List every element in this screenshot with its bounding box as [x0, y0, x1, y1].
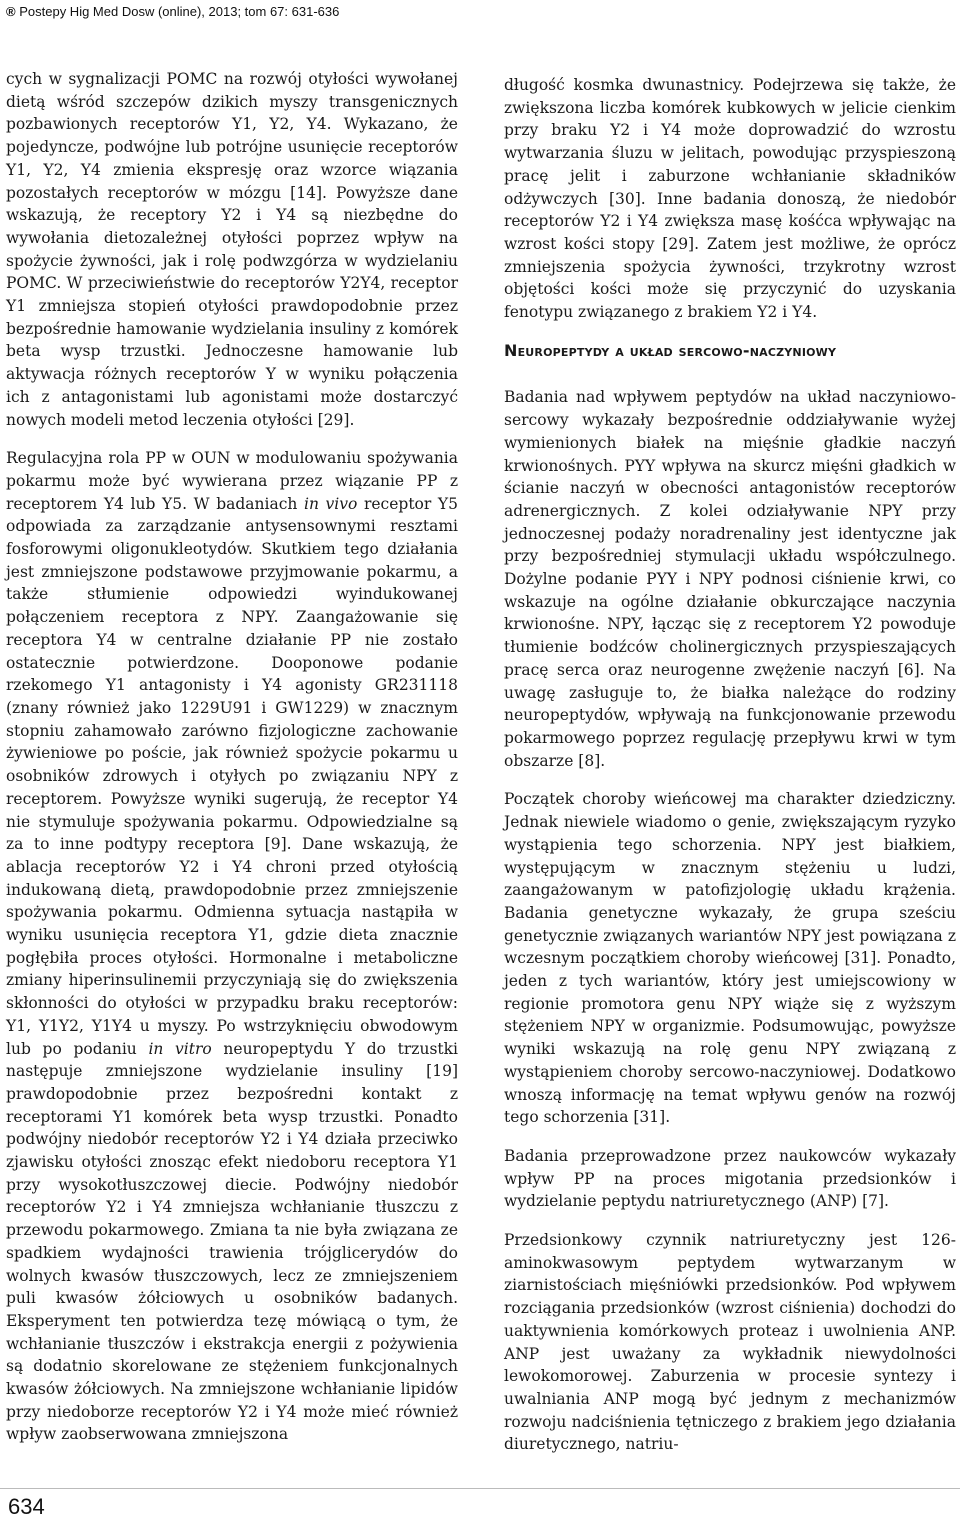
- body-paragraph: Przedsionkowy czynnik natriuretyczny jest 126-aminokwasowym peptydem wytwarzanym w ziarnistościach mięśniówki przedsionków. Pod wpływem rozciągania przedsionków (wzrost ciśnienia) dochodzi do uaktywnienia komórkowych proteaz i uwolnienia ANP. ANP jest uważany za wykładnik niewydolności lewokomorowej. Zaburzenia w procesie syntezy i uwalniania ANP mogą być jednym z mechanizmów rozwoju nadciśnienia tętniczego z brakiem jego działania diuretycznego, natriu-: [504, 1231, 956, 1454]
- body-paragraph: długość kosmka dwunastnicy. Podejrzewa się także, że zwiększona liczba komórek kubkowych w jelicie cienkim przy braku Y2 i Y4 może doprowadzić do wzrostu wytwarzania śluzu w jelitach, powodując przyspieszoną pracę jelit i zaburzone wchłanianie składników odżywczych [30]. Inne badania donoszą, że niedobór receptorów Y2 i Y4 zwiększa masę kośćca wpływając na wzrost kości stopy [29]. Zatem jest możliwe, że oprócz zmniejszenia spożycia żywności, trzykrotny wzrost objętości kości może się przyczynić do uzyskania fenotypu związanego z brakiem Y2 i Y4.: [504, 76, 956, 322]
- running-header: [6, 4, 339, 19]
- registered-mark-icon: ®: [6, 4, 16, 19]
- italic-term: in vitro: [148, 1039, 212, 1058]
- journal-citation: Postepy Hig Med Dosw (online), 2013; tom 67: 631-636: [19, 4, 340, 19]
- page-number: 634: [8, 1494, 45, 1519]
- paragraph-text: neuropeptydu Y do trzustki następuje zmniejszone wydzielanie insuliny [19] prawdopodobnie przez bezpośredni kontakt z receptorami Y1 komórek beta wysp trzustki. Ponadto podwójny niedobór receptorów Y2 i Y4 działa przeciwko zjawisku otyłości znosząc efekt niedoboru receptora Y1 przy wysokotłuszczowej diecie. Podwójny niedobór receptorów Y2 i Y4 zmniejsza wchłanianie tłuszczu z przewodu pokarmowego. Zmiana ta nie była związana ze spadkiem wydajności trawienia trójglicerydów do wolnych kwasów tłuszczowych, lecz ze zmniejszeniem puli kwasów żółciowych u osobników badanych. Eksperyment ten potwierdza tezę mówiącą o tym, że wchłanianie tłuszczów i ekstrakcja energii z pożywienia są dodatnio skorelowane ze stężeniem funkcjonalnych kwasów żółciowych. Na zmniejszone wchłanianie lipidów przy niedoborze receptorów Y2 i Y4 może mieć również wpływ zaobserwowana zmniejszona: [6, 1039, 458, 1444]
- body-paragraph: [6, 447, 458, 1446]
- left-column: [6, 68, 458, 1462]
- right-column: [504, 74, 956, 1472]
- body-paragraph: Badania przeprowadzone przez naukowców wykazały wpływ PP na proces migotania przedsionków i wydzielanie peptydu natriuretycznego (ANP) [7].: [504, 1146, 956, 1211]
- paragraph-text: receptor Y5 odpowiada za zarządzanie antysensownymi resztami fosforowymi oligonukleotydów. Skutkiem tego działania jest zmniejszone podstawowe przyjmowanie pokarmu, a także stłumienie odpowiedzi wyindukowanej połączeniem receptora z NPY. Zaangażowanie się receptora Y4 w centralne działanie PP nie zostało ostatecznie potwierdzone. Dooponowe podanie rzekomego Y1 antagonisty i Y4 agonisty GR231118 (znany również jako 1229U91 i GW1229) w znacznym stopniu zahamowało zarówno fizjologiczne zachowanie żywieniowe po poście, jak również spożycie pokarmu u osobników zdrowych i otyłych po związaniu NPY z receptorem. Powyższe wyniki sugerują, że receptor Y4 nie stymuluje spożywania pokarmu. Odpowiedzialne są za to inne podtypy receptora [9]. Dane wskazują, że ablacja receptorów Y2 i Y4 chroni przed otyłością indukowaną dietą, prawdopodobnie przez zmniejszenie spożywania pokarmu. Odmienna sytuacja nastąpiła w wyniku usunięcia receptora Y1, gdzie dieta znacznie pogłębiła proces otyłości. Hormonalne i metaboliczne zmiany hiperinsulinemii przyczyniają się do zwiększenia skłonności do otyłości w przypadku braku receptorów: Y1, Y1Y2, Y1Y4 u myszy. Po wstrzyknięciu obwodowym lub po podaniu: [6, 494, 458, 1058]
- paragraph-text: Regulacyjna rola PP w OUN w modulowaniu spożywania pokarmu może być wywierana przez wiązanie PP z receptorem Y4 lub Y5. W badaniach: [6, 449, 458, 513]
- section-heading: Neuropeptydy a układ sercowo-naczyniowy: [504, 340, 837, 360]
- body-paragraph: Badania nad wpływem peptydów na układ naczyniowo-sercowy wykazały bezpośrednie oddziaływanie wyżej wymienionych białek na mięśnie gładkie naczyń krwionośnych. PYY wpływa na skurcz mięśni gładkich w ścianie naczyń w obecności antagonistów receptorów adrenergicznych. Z kolei odziaływanie NPY przy jednoczesnej podaży noradrenaliny jest identyczne jak przy bezpośredniej stymulacji układu współczulnego. Dożylne podanie PYY i NPY podnosi ciśnienie krwi, co wskazuje na ogólne działanie obkurczające naczynia krwionośne. NPY, łącząc się z receptorem Y2 powoduje tłumienie bodźców cholinergicznych przyspieszających pracę serca oraz neurogenne zwężenie naczyń [6]. Na uwagę zasługuje to, że białka należące do rodziny neuropeptydów, wpływają na funkcjonowanie przewodu pokarmowego poprzez regulację przepływu krwi w tym obszarze [8].: [504, 388, 956, 770]
- italic-term: in vivo: [303, 494, 358, 513]
- body-paragraph: cych w sygnalizacji POMC na rozwój otyłości wywołanej dietą wśród szczepów dzikich myszy transgenicznych pozbawionych receptorów Y1, Y2, Y4. Wykazano, że pojedyncze, podwójne lub potrójne usunięcie receptorów Y1, Y2, Y4 zmienia ekspresję oraz wzorce wiązania pozostałych receptorów w mózgu [14]. Powyższe dane wskazują, że receptory Y2 i Y4 są niezbędne do wywołania dietozależnej otyłości poprzez wpływ na spożycie żywności, jak i rolę podwzgórza w wydzielaniu POMC. W przeciwieństwie do receptorów Y2Y4, receptor Y1 zmniejsza stopień otyłości prawdopodobnie przez bezpośrednie hamowanie wydzielania insuliny z komórek beta wysp trzustki. Jednoczesne hamowanie lub aktywacja różnych receptorów Y w wyniku połączenia ich z antagonistami lub agonistami może dostarczyć nowych modeli metod leczenia otyłości [29].: [6, 70, 458, 429]
- body-paragraph: Początek choroby wieńcowej ma charakter dziedziczny. Jednak niewiele wiadomo o genie, zwiększającym ryzyko wystąpienia tego schorzenia. NPY jest białkiem, występującym w znacznym stężeniu u ludzi, zaangażowanym w patofizjologię układu krążenia. Badania genetyczne wykazały, że grupa sześciu genetycznie związanych wariantów NPY jest powiązana z wczesnym początkiem choroby wieńcowej [31]. Ponadto, jeden z tych wariantów, który jest umiejscowiony w regionie promotora genu NPY wiąże się z wyższym stężeniem NPY w organizmie. Podsumowując, powyższe wyniki wskazują na rolę genu NPY związaną z wystąpieniem choroby sercowo-naczyniowej. Dodatkowo wnoszą informację na temat wpływu genów na rozwój tego schorzenia [31].: [504, 790, 956, 1127]
- footer-divider: [0, 1488, 960, 1489]
